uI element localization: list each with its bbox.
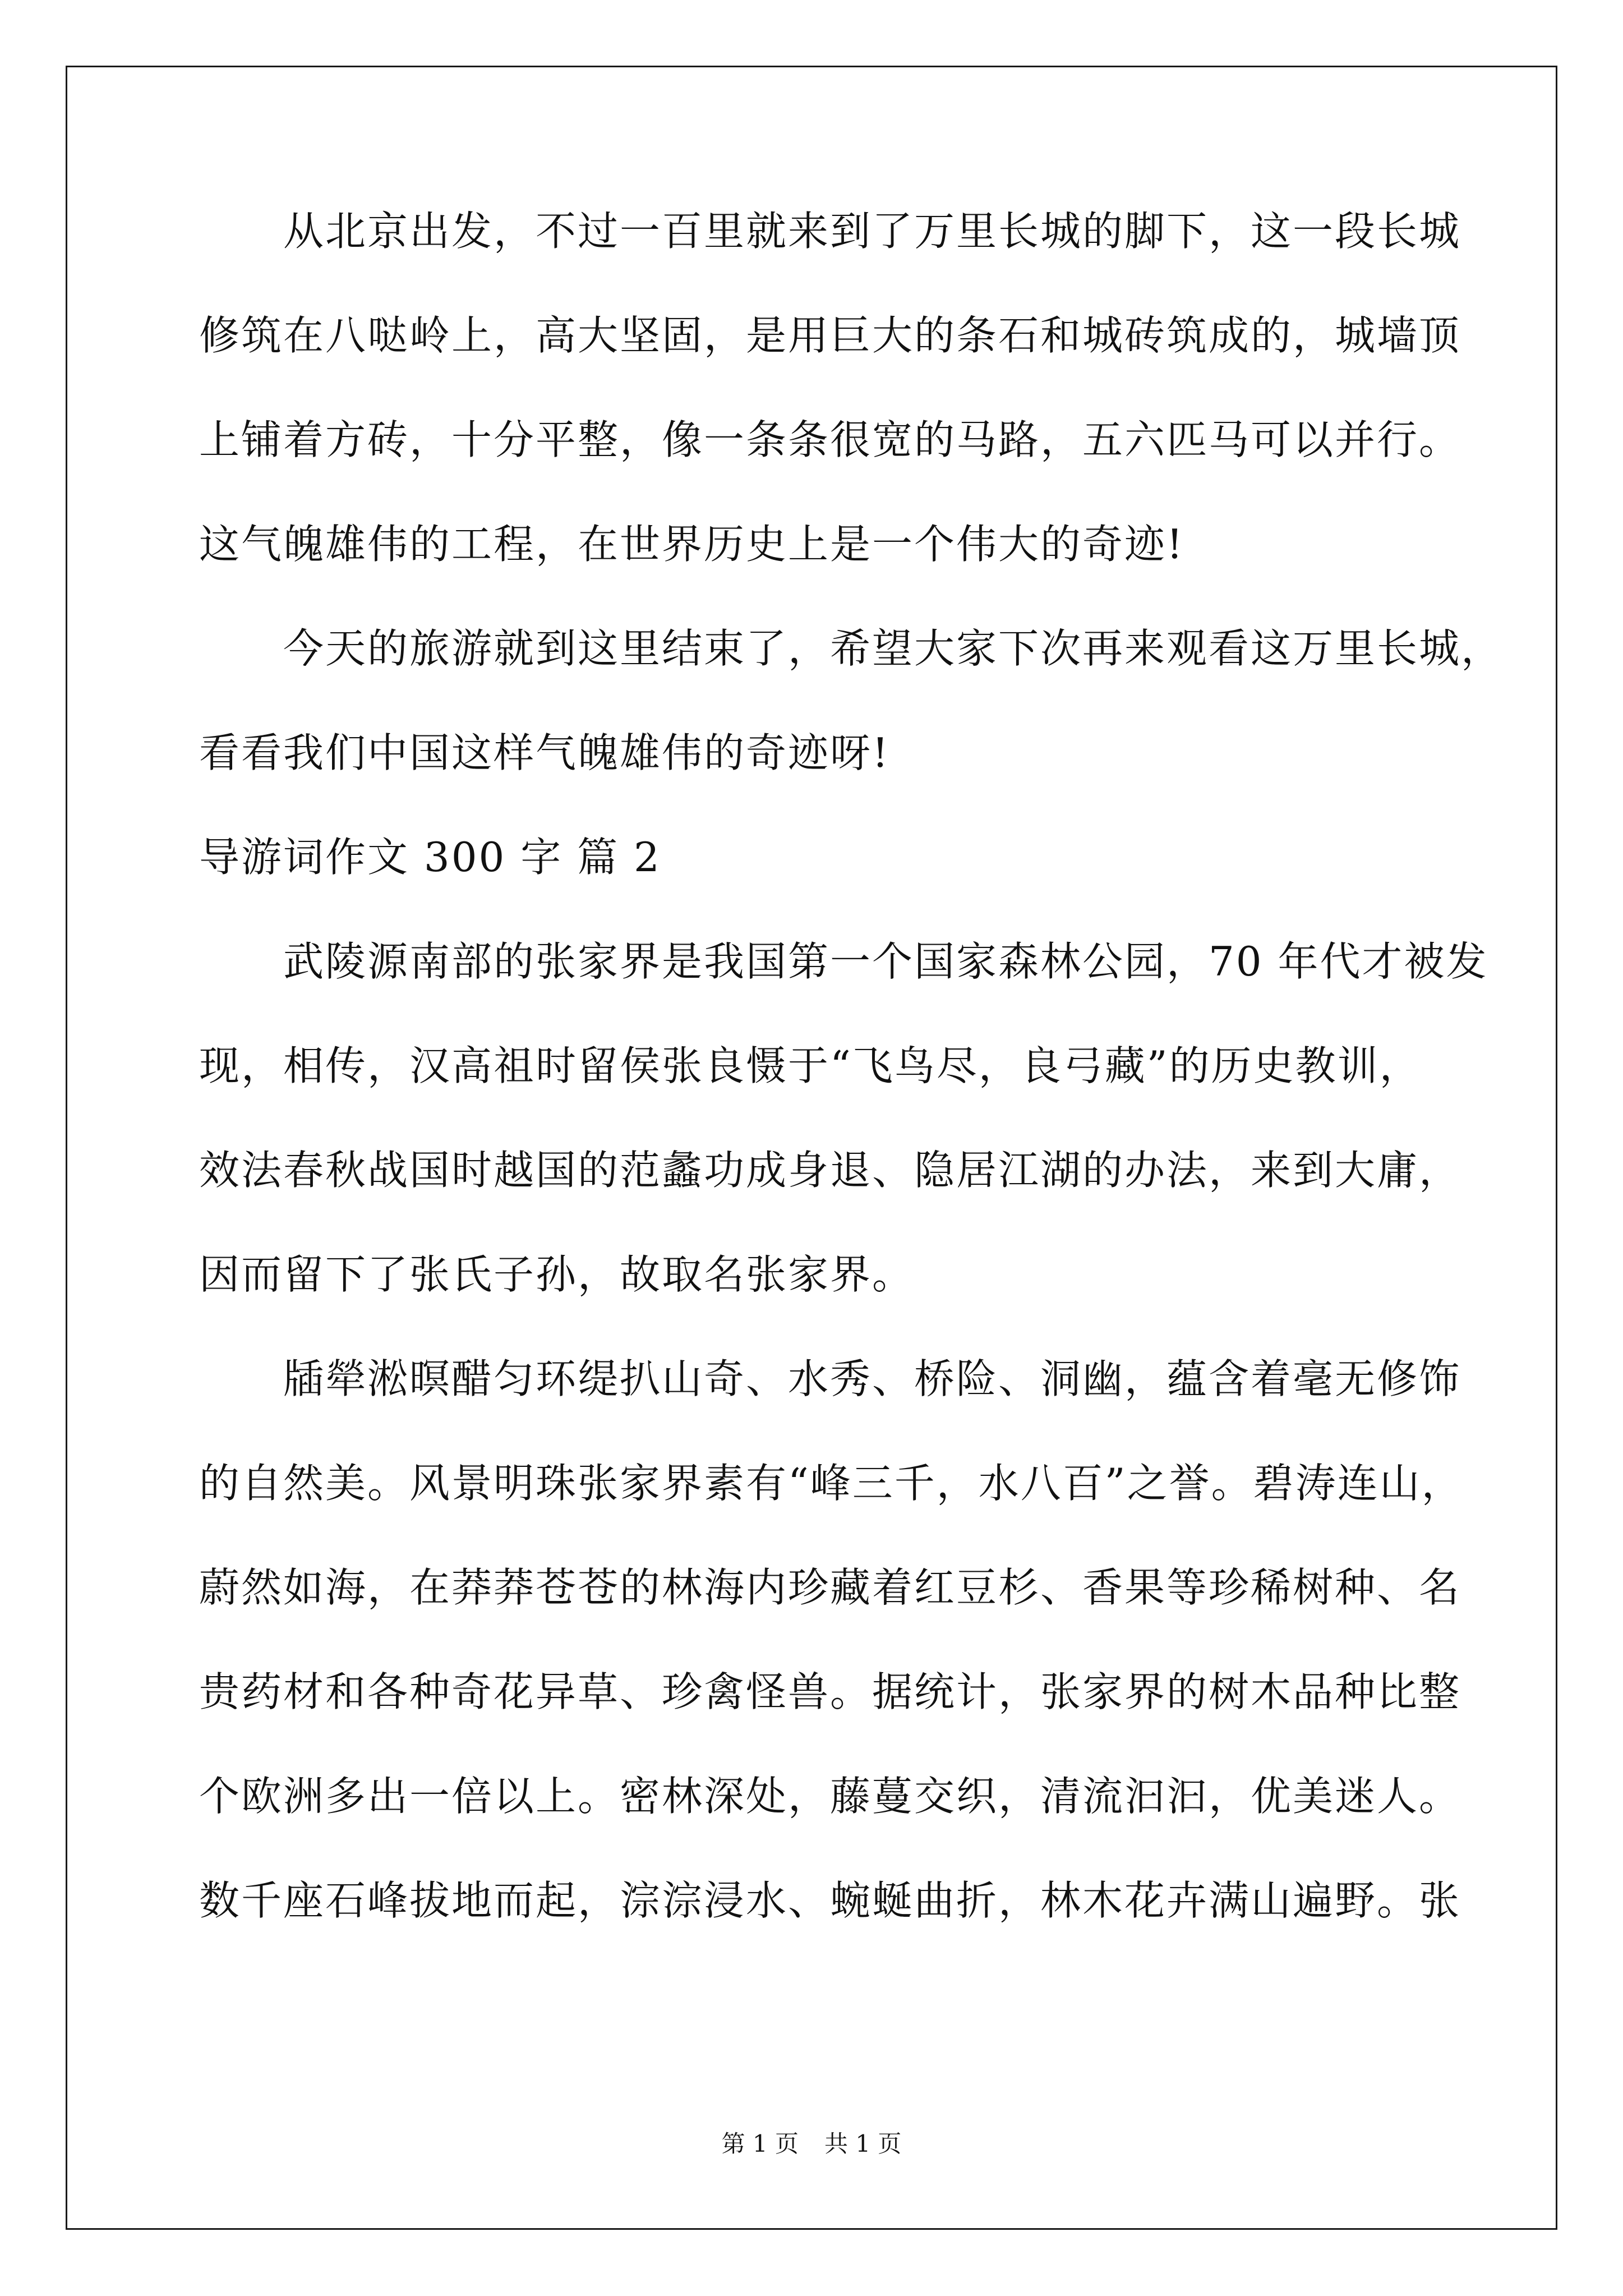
body-line: 武陵源南部的张家界是我国第一个国家森林公园，70 年代才被发 <box>199 938 1488 985</box>
body-line: 数千座石峰拔地而起，淙淙浸水、蜿蜒曲折，林木花卉满山遍野。张 <box>199 1877 1461 1924</box>
body-line: 贵药材和各种奇花异草、珍禽怪兽。据统计，张家界的树木品种比整 <box>199 1668 1461 1715</box>
body-line: 个欧洲多出一倍以上。密林深处，藤蔓交织，清流汩汩，优美迷人。 <box>199 1773 1461 1820</box>
body-line: 的自然美。风景明珠张家界素有“峰三千，水八百”之誉。碧涛连山， <box>199 1460 1464 1507</box>
section-heading: 导游词作文 300 字 篇 2 <box>199 834 661 881</box>
body-line: 效法春秋战国时越国的范蠡功成身退、隐居江湖的办法，来到大庸， <box>199 1147 1461 1194</box>
body-line: 因而留下了张氏子孙，故取名张家界。 <box>199 1251 915 1298</box>
page-footer <box>0 2131 1623 2157</box>
body-line: 从北京出发，不过一百里就来到了万里长城的脚下，这一段长城 <box>199 208 1461 255</box>
body-line: 现，相传，汉高祖时留侯张良慑于“飞鸟尽，良弓藏”的历史教训， <box>199 1042 1422 1089</box>
body-line: 看看我们中国这样气魄雄伟的奇迹呀! <box>199 729 890 776</box>
body-line: 牐犖淞暝醋匀环缇扒山奇、水秀、桥险、洞幽，蕴含着毫无修饰 <box>199 1355 1461 1402</box>
page-number-total: 共 1 页 <box>824 2130 902 2157</box>
body-line: 今天的旅游就到这里结束了，希望大家下次再来观看这万里长城， <box>199 625 1504 672</box>
body-line: 修筑在八哒岭上，高大坚固，是用巨大的条石和城砖筑成的，城墙顶 <box>199 312 1461 359</box>
body-line: 这气魄雄伟的工程，在世界历史上是一个伟大的奇迹! <box>199 521 1184 568</box>
document-body <box>199 208 1504 1985</box>
page-number-current: 第 1 页 <box>721 2130 799 2157</box>
body-line: 蔚然如海，在莽莽苍苍的林海内珍藏着红豆杉、香果等珍稀树种、名 <box>199 1564 1461 1611</box>
body-line: 上铺着方砖，十分平整，像一条条很宽的马路，五六匹马可以并行。 <box>199 416 1461 463</box>
